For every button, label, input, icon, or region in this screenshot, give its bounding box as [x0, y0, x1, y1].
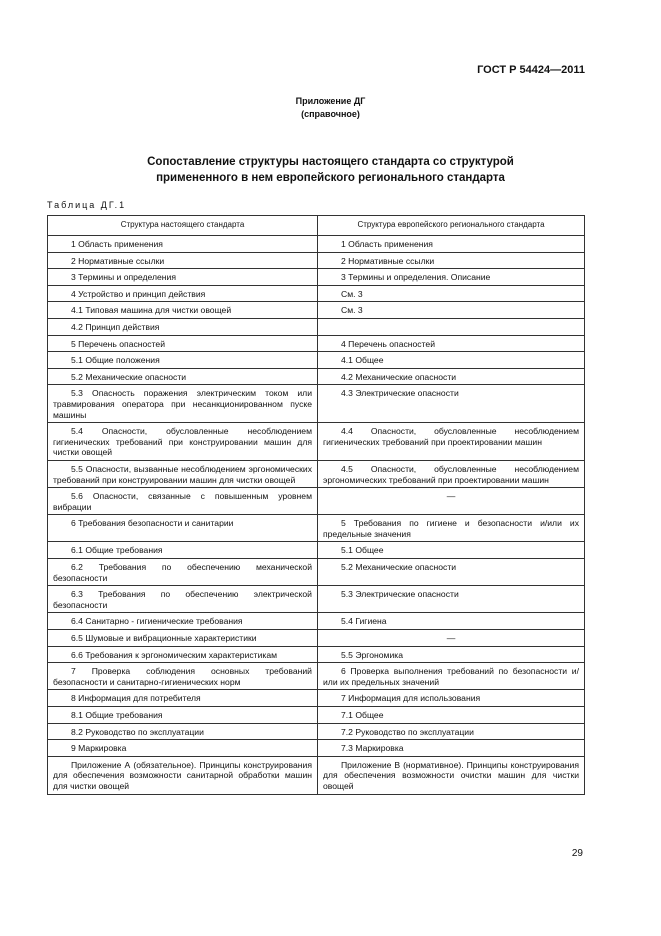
- national-structure-cell: [48, 690, 318, 707]
- european-structure-cell: [318, 335, 585, 352]
- national-structure-cell: [48, 542, 318, 559]
- national-structure-cell: [48, 335, 318, 352]
- national-structure-text: 5.1 Общие положения: [71, 355, 160, 366]
- national-structure-text: 6.3 Требования по обеспечению электрической безопасности: [53, 589, 312, 610]
- table-row: [48, 723, 585, 740]
- national-structure-cell: [48, 646, 318, 663]
- national-structure-text: 6.5 Шумовые и вибрационные характеристики: [71, 633, 257, 644]
- national-structure-text: 5.2 Механические опасности: [71, 371, 187, 382]
- european-structure-text: 4.5 Опасности, обусловленные несоблюдением эргономических требований при проектировании машин: [323, 463, 579, 485]
- table-row: [48, 663, 585, 690]
- european-structure-cell: [318, 646, 585, 663]
- european-structure-cell: [318, 740, 585, 757]
- european-structure-cell: [318, 385, 585, 423]
- table-row: [48, 236, 585, 253]
- european-structure-text: 4.4 Опасности, обусловленные несоблюдением гигиенических требований при проектировании машин: [323, 426, 579, 447]
- document-title: [0, 154, 661, 186]
- national-structure-cell: [48, 352, 318, 369]
- table-row: [48, 559, 585, 586]
- table-row: [48, 423, 585, 461]
- european-structure-text: См. 3: [341, 288, 363, 299]
- european-structure-cell: [318, 252, 585, 269]
- national-structure-text: 8.2 Руководство по эксплуатации: [71, 726, 204, 737]
- european-structure-text: 2 Нормативные ссылки: [341, 255, 435, 266]
- european-structure-text: 4.1 Общее: [341, 355, 384, 366]
- national-structure-text: Приложение А (обязательное). Принципы конструирования для обеспечения возможности санитарной обработки машин для чистки овощей: [53, 759, 312, 791]
- national-structure-cell: [48, 559, 318, 586]
- european-structure-text: 4.3 Электрические опасности: [341, 388, 459, 399]
- national-structure-text: 6.1 Общие требования: [71, 545, 163, 556]
- table-row: [48, 646, 585, 663]
- national-structure-text: 3 Термины и определения: [71, 272, 177, 283]
- national-structure-text: 5.3 Опасность поражения электрическим током или травмирования оператора при несанкционированном пуске машины: [53, 388, 312, 420]
- european-structure-cell: [318, 515, 585, 542]
- european-structure-cell: [318, 318, 585, 335]
- european-structure-cell: [318, 586, 585, 613]
- national-structure-text: 9 Маркировка: [71, 743, 127, 754]
- national-structure-cell: [48, 756, 318, 794]
- table-label: Таблица ДГ.1: [47, 200, 127, 210]
- national-structure-cell: [48, 423, 318, 461]
- national-structure-text: 8 Информация для потребителя: [71, 693, 201, 704]
- table-row: [48, 586, 585, 613]
- title-line-2: примененного в нем европейского регионального стандарта: [156, 172, 505, 184]
- european-structure-cell: [318, 690, 585, 707]
- european-structure-cell: [318, 630, 585, 647]
- national-structure-text: 5.5 Опасности, вызванные несоблюдением эргономических требований при конструировании машин для чистки овощей: [53, 463, 312, 485]
- table-row: [48, 488, 585, 515]
- table-row: [48, 613, 585, 630]
- european-structure-text: См. 3: [341, 305, 363, 316]
- table-row: [48, 690, 585, 707]
- table-row: [48, 368, 585, 385]
- national-structure-cell: [48, 630, 318, 647]
- standard-number: ГОСТ Р 54424—2011: [477, 64, 585, 76]
- national-structure-cell: [48, 368, 318, 385]
- table-row: [48, 740, 585, 757]
- table-row: [48, 515, 585, 542]
- european-structure-cell: [318, 423, 585, 461]
- national-structure-cell: [48, 252, 318, 269]
- table-row: [48, 252, 585, 269]
- national-structure-cell: [48, 385, 318, 423]
- european-structure-cell: [318, 352, 585, 369]
- table-row: [48, 707, 585, 724]
- national-structure-text: 4.2 Принцип действия: [71, 321, 160, 332]
- page-number: 29: [571, 848, 583, 859]
- national-structure-text: 4 Устройство и принцип действия: [71, 288, 206, 299]
- european-structure-text: Приложение В (нормативное). Принципы конструирования для обеспечения возможности очистки машин для чистки овощей: [323, 759, 579, 791]
- european-structure-text: 4.2 Механические опасности: [341, 371, 457, 382]
- european-structure-cell: [318, 269, 585, 286]
- european-structure-cell: [318, 368, 585, 385]
- european-structure-cell: [318, 613, 585, 630]
- national-structure-text: 6.4 Санитарно - гигиенические требования: [71, 616, 243, 627]
- national-structure-cell: [48, 613, 318, 630]
- table-row: [48, 352, 585, 369]
- national-structure-cell: [48, 460, 318, 487]
- european-structure-cell: [318, 756, 585, 794]
- european-structure-cell: [318, 542, 585, 559]
- national-structure-cell: [48, 663, 318, 690]
- comparison-table: [47, 215, 585, 795]
- national-structure-text: 2 Нормативные ссылки: [71, 255, 165, 266]
- national-structure-text: 4.1 Типовая машина для чистки овощей: [71, 305, 232, 316]
- european-structure-cell: [318, 285, 585, 302]
- national-structure-text: 5.4 Опасности, обусловленные несоблюдением гигиенических требований при конструировании машин для чистки овощей: [53, 426, 312, 458]
- european-structure-text: 5.4 Гигиена: [341, 616, 387, 627]
- table-row: [48, 630, 585, 647]
- european-structure-text: 5.2 Механические опасности: [341, 562, 457, 573]
- national-structure-cell: [48, 285, 318, 302]
- national-structure-cell: [48, 269, 318, 286]
- table-row: [48, 269, 585, 286]
- national-structure-text: 1 Область применения: [71, 239, 163, 249]
- european-structure-cell: [318, 707, 585, 724]
- column-header-european: Структура европейского регионального стандарта: [318, 216, 585, 236]
- appendix-title: Приложение ДГ: [295, 96, 366, 106]
- european-structure-cell: [318, 236, 585, 253]
- european-structure-text: 7 Информация для использования: [341, 693, 481, 704]
- european-structure-cell: [318, 559, 585, 586]
- column-header-national: Структура настоящего стандарта: [48, 216, 318, 236]
- table-row: [48, 385, 585, 423]
- european-structure-text: 5 Требования по гигиене и безопасности и/или их предельные значения: [323, 518, 579, 539]
- table-row: [48, 302, 585, 319]
- european-structure-text: 3 Термины и определения. Описание: [341, 272, 491, 283]
- table-row: [48, 318, 585, 335]
- european-structure-cell: [318, 663, 585, 690]
- european-structure-cell: [318, 488, 585, 515]
- european-structure-text: —: [446, 633, 456, 644]
- european-structure-cell: [318, 302, 585, 319]
- national-structure-text: 6 Требования безопасности и санитарии: [71, 518, 234, 529]
- table-row: [48, 285, 585, 302]
- table-header-row: [48, 216, 585, 236]
- national-structure-cell: [48, 515, 318, 542]
- european-structure-text: 4 Перечень опасностей: [341, 338, 436, 349]
- national-structure-cell: [48, 586, 318, 613]
- national-structure-cell: [48, 488, 318, 515]
- national-structure-text: 8.1 Общие требования: [71, 710, 163, 720]
- european-structure-text: —: [446, 491, 456, 502]
- european-structure-text: 7.2 Руководство по эксплуатации: [341, 726, 474, 737]
- national-structure-text: 7 Проверка соблюдения основных требований безопасности и санитарно-гигиенических норм: [53, 666, 312, 687]
- table-row: [48, 756, 585, 794]
- national-structure-cell: [48, 707, 318, 724]
- national-structure-cell: [48, 318, 318, 335]
- national-structure-text: 6.2 Требования по обеспечению механической безопасности: [53, 562, 312, 583]
- national-structure-text: 5 Перечень опасностей: [71, 338, 166, 349]
- european-structure-text: 5.3 Электрические опасности: [341, 589, 459, 600]
- national-structure-text: 5.6 Опасности, связанные с повышенным уровнем вибрации: [53, 491, 312, 512]
- national-structure-cell: [48, 236, 318, 253]
- european-structure-text: 5.1 Общее: [341, 545, 384, 556]
- european-structure-text: 1 Область применения: [341, 239, 433, 249]
- national-structure-text: 6.6 Требования к эргономическим характеристикам: [71, 649, 278, 660]
- title-line-1: Сопоставление структуры настоящего стандарта со структурой: [147, 156, 514, 168]
- european-structure-text: 7.3 Маркировка: [341, 743, 404, 754]
- national-structure-cell: [48, 723, 318, 740]
- national-structure-cell: [48, 740, 318, 757]
- appendix-heading: [0, 95, 661, 121]
- european-structure-cell: [318, 460, 585, 487]
- table-row: [48, 335, 585, 352]
- table-row: [48, 542, 585, 559]
- national-structure-cell: [48, 302, 318, 319]
- appendix-subtitle: (справочное): [301, 109, 360, 119]
- table-row: [48, 460, 585, 487]
- european-structure-text: 7.1 Общее: [341, 710, 384, 720]
- european-structure-cell: [318, 723, 585, 740]
- european-structure-text: 6 Проверка выполнения требований по безопасности и/или их предельных значений: [323, 666, 579, 687]
- european-structure-text: 5.5 Эргономика: [341, 649, 403, 660]
